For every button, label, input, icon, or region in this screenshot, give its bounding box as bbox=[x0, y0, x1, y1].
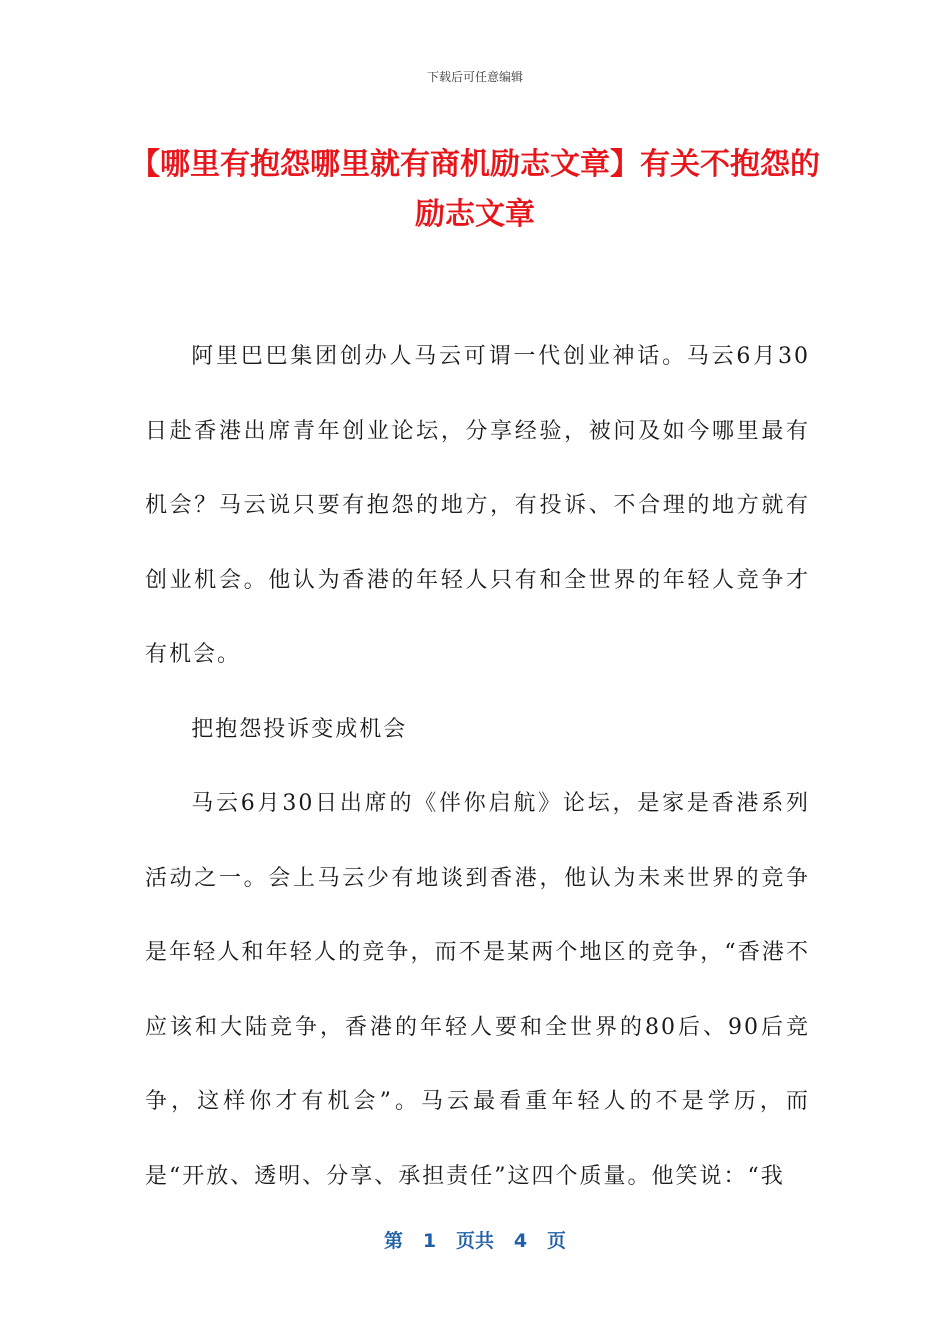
current-page-number: 1 bbox=[422, 1230, 437, 1252]
page-footer bbox=[0, 1226, 950, 1253]
document-title: 【哪里有抱怨哪里就有商机励志文章】有关不抱怨的励志文章 bbox=[130, 147, 820, 232]
section-heading: 把抱怨投诉变成机会 bbox=[191, 716, 408, 742]
footer-suffix: 页 bbox=[546, 1230, 566, 1252]
footer-prefix: 第 bbox=[384, 1230, 404, 1252]
paragraph: 马云6月30日出席的《伴你启航》论坛，是家是香港系列活动之一。会上马云少有地谈到香港，他认为未来世界的竞争是年轻人和年轻人的竞争，而不是某两个地区的竞争，“香港不应该和大陆竞争，香港的年轻人要和全世界的80后、90后竞争，这样你才有机会”。马云最看重年轻人的不是学历，而是“开放、透明、分享、承担责任”这四个质量。他笑说：“我 bbox=[145, 791, 810, 1189]
header-note: 下载后可任意编辑 bbox=[426, 70, 523, 84]
paragraph: 阿里巴巴集团创办人马云可谓一代创业神话。马云6月30日赴香港出席青年创业论坛，分享经验，被问及如今哪里最有机会？马云说只要有抱怨的地方，有投诉、不合理的地方就有创业机会。他认为香港的年轻人只有和全世界的年轻人竞争才有机会。 bbox=[145, 344, 810, 667]
footer-middle: 页共 bbox=[455, 1230, 494, 1252]
total-pages-number: 4 bbox=[513, 1230, 528, 1252]
document-body bbox=[145, 320, 810, 1214]
